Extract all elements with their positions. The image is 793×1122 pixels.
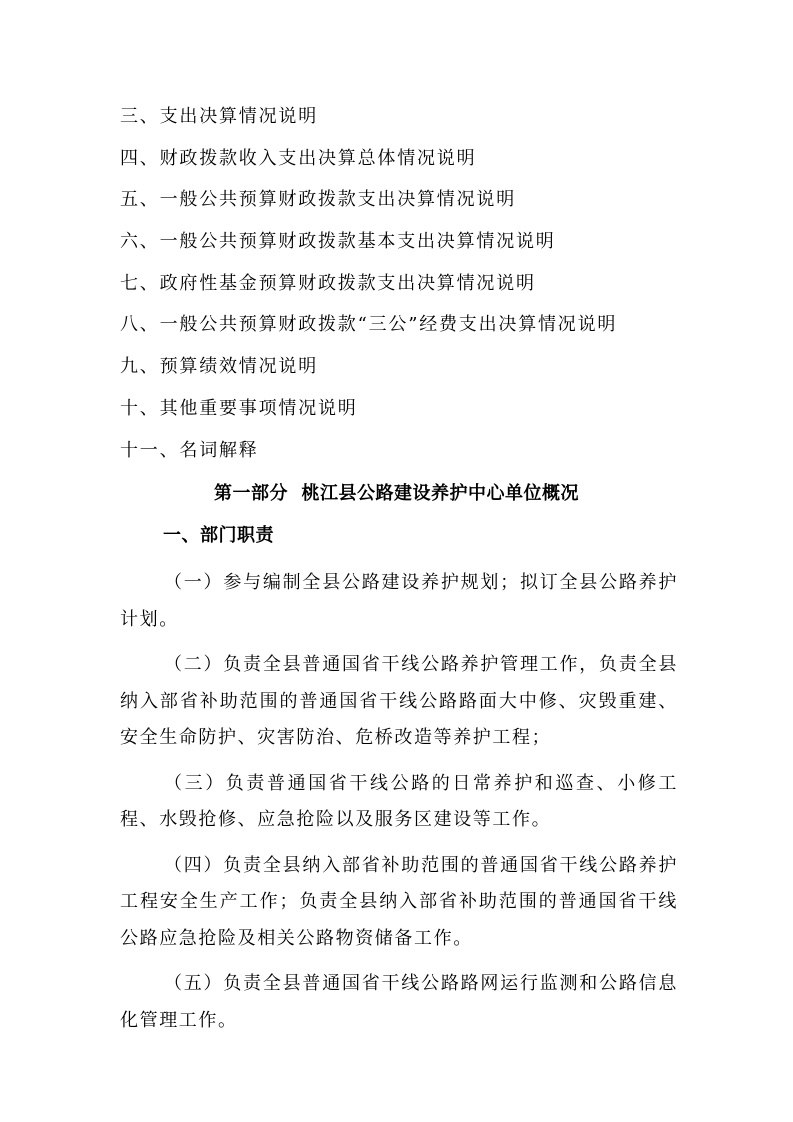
section-heading: 一、部门职责 xyxy=(163,525,274,546)
toc-item: 四、财政拨款收入支出决算总体情况说明 xyxy=(120,147,477,169)
toc-item: 七、政府性基金预算财政拨款支出决算情况说明 xyxy=(120,272,536,294)
duty-paragraph: （一）参与编制全县公路建设养护规划；拟订全县公路养护计划。 xyxy=(120,572,678,630)
toc-item: 十一、名词解释 xyxy=(120,439,259,461)
duty-paragraph: （四）负责全县纳入部省补助范围的普通国省干线公路养护工程安全生产工作；负责全县纳入部省补助范围的普通国省干线公路应急抢险及相关公路物资储备工作。 xyxy=(120,854,678,949)
body-text xyxy=(120,565,678,1039)
toc-item: 六、一般公共预算财政拨款基本支出决算情况说明 xyxy=(120,231,556,253)
toc-item: 三、支出决算情况说明 xyxy=(120,106,318,127)
toc-item: 八、一般公共预算财政拨款“三公”经费支出决算情况说明 xyxy=(120,314,618,336)
duty-paragraph: （二）负责全县普通国省干线公路养护管理工作，负责全县纳入部省补助范围的普通国省干线公路路面大中修、灾毁重建、安全生命防护、灾害防治、危桥改造等养护工程； xyxy=(120,654,678,748)
table-of-contents xyxy=(120,104,720,479)
duty-paragraph: （五）负责全县普通国省干线公路路网运行监测和公路信息化管理工作。 xyxy=(120,973,678,1031)
toc-item: 十、其他重要事项情况说明 xyxy=(120,397,358,419)
part-title: 第一部分 桃江县公路建设养护中心单位概况 xyxy=(213,483,580,504)
duty-paragraph: （三）负责普通国省干线公路的日常养护和巡查、小修工程、水毁抢修、应急抢险以及服务区建设等工作。 xyxy=(120,772,678,830)
toc-item: 九、预算绩效情况说明 xyxy=(120,356,318,378)
toc-item: 五、一般公共预算财政拨款支出决算情况说明 xyxy=(120,189,516,211)
